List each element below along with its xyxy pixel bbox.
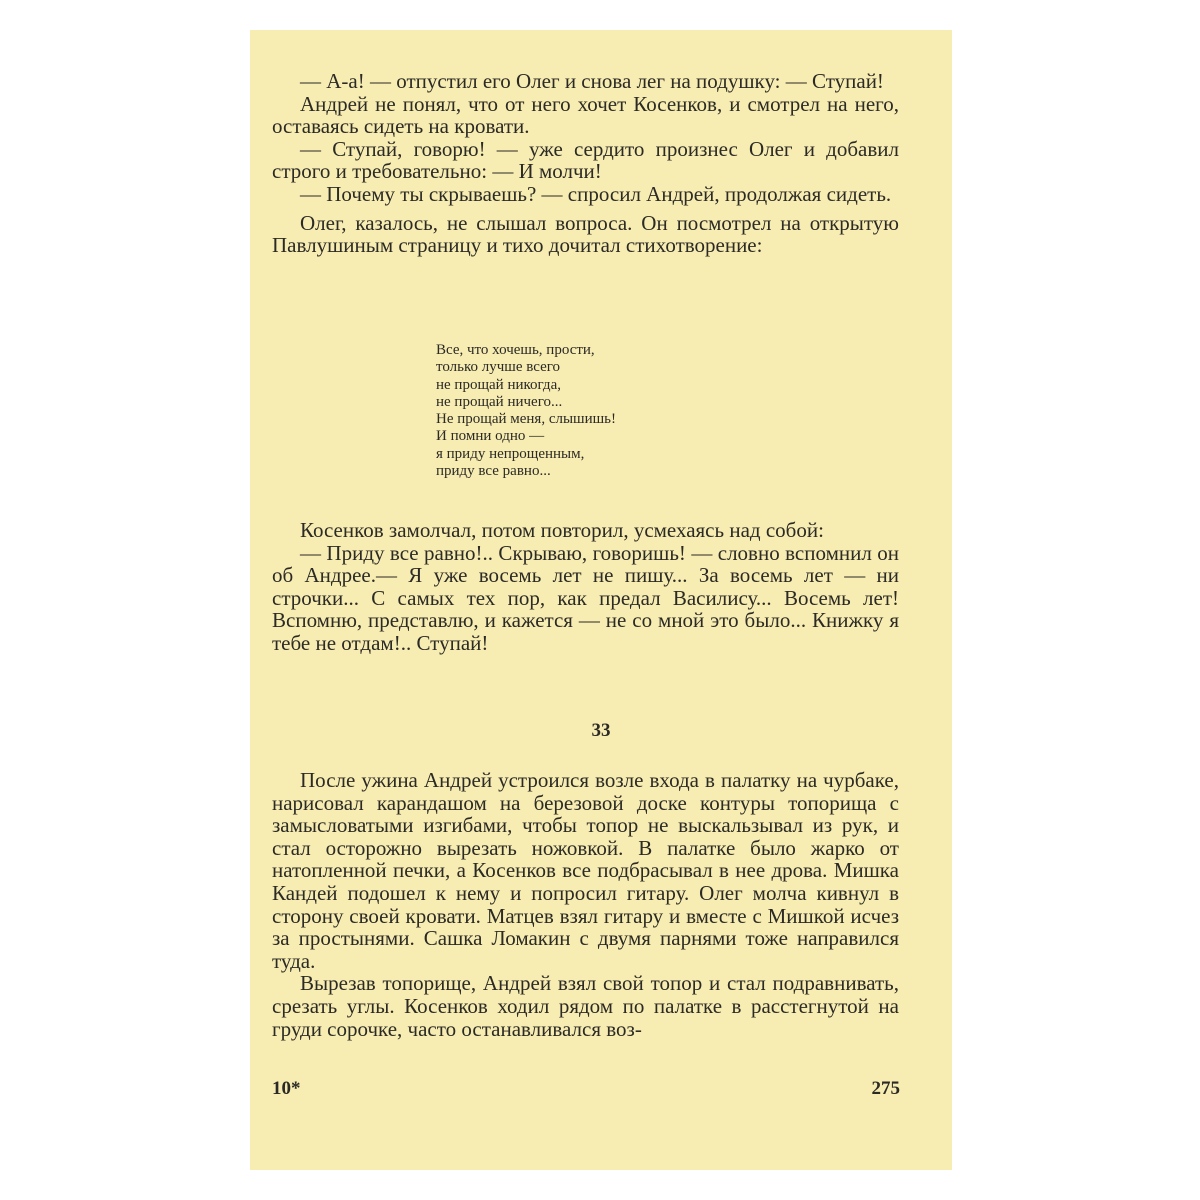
chapter-number: 33 (591, 720, 611, 741)
poem-line: приду все равно... (436, 463, 551, 480)
poem-line: не прощай ничего... (436, 393, 563, 410)
poem-line: не прощай никогда, (436, 376, 561, 393)
poem-line: Все, что хочешь, прости, (436, 342, 595, 358)
chapter-text-block (272, 769, 899, 1040)
footer-signature: 10* (272, 1078, 301, 1099)
paragraph: После ужина Андрей устроился возле входа в палатку на чурбаке, нарисовал карандашом на березовой доске контуры топорища с замысловатыми изгибами, чтобы топор не выскальзывал из рук, и стал осторожно вырезать ножовкой. В палатке было жарко от натопленной печки, а Косенков все подбрасывал в нее дрова. Мишка Кандей подошел к нему и попросил гитару. Олег молча кивнул в сторону своей кровати. Матцев взял гитару и вместе с Мишкой исчез за простынями. Сашка Ломакин с двумя парнями тоже направился туда. (272, 768, 899, 973)
top-text-block (272, 70, 899, 257)
paragraph: — Почему ты скрываешь? — спросил Андрей, продолжая сидеть. (300, 181, 892, 206)
paragraph: Вырезав топорище, Андрей взял свой топор и стал подравнивать, срезать углы. Косенков ходил рядом по палатке в расстегнутой на груди сорочке, часто останавливался воз- (272, 971, 899, 1041)
paragraph: — А-а! — отпустил его Олег и снова лег на подушку: — Ступай! (300, 69, 884, 93)
poem-line: И помни одно — (436, 428, 545, 445)
poem-line: я приду непрощенным, (436, 445, 585, 462)
paragraph: Олег, казалось, не слышал вопроса. Он посмотрел на открытую Павлушиным страницу и тихо дочитал стихотворение: (272, 210, 899, 258)
book-page (250, 30, 952, 1170)
poem-line: Не прощай меня, слышишь! (436, 411, 617, 428)
paragraph: Андрей не понял, что от него хочет Косенков, и смотрел на него, оставаясь сидеть на кровати. (272, 91, 899, 139)
paragraph: — Приду все равно!.. Скрываю, говоришь! — словно вспомнил он об Андрее.— Я уже восемь лет не пишу... За восемь лет — ни строчки... С самых тех пор, как предал Василису... Восемь лет! Вспомню, представлю, и кажется — не со мной это было... Книжку я тебе не отдам!.. Ступай! (272, 540, 899, 655)
page-number: 275 (871, 1078, 900, 1099)
paragraph: Косенков замолчал, потом повторил, усмехаясь над собой: (300, 518, 824, 542)
paragraph: — Ступай, говорю! — уже сердито произнес Олег и добавил строго и требовательно: — И молчи! (272, 136, 899, 184)
middle-text-block (272, 519, 899, 655)
poem (436, 342, 616, 480)
poem-line: только лучше всего (436, 359, 561, 376)
